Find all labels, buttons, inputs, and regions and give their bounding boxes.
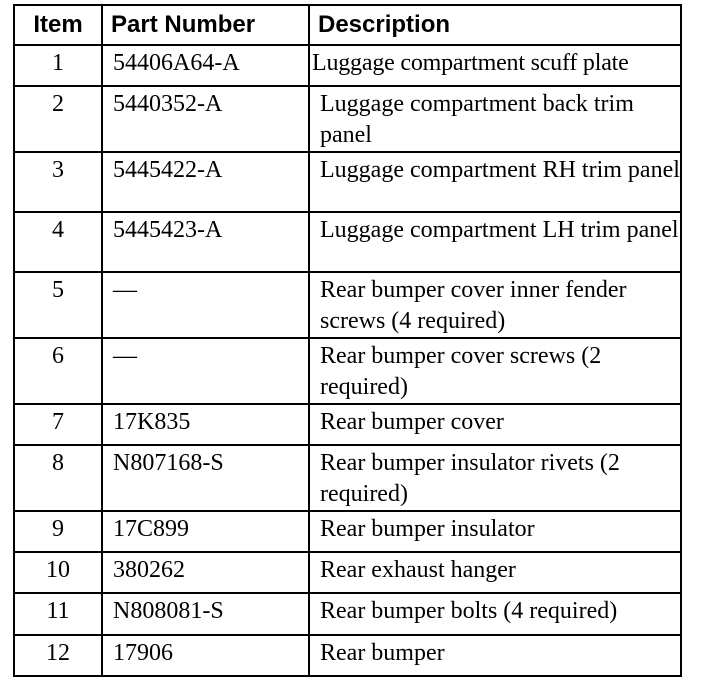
description-cell: Rear bumper cover inner fender screws (4 required) xyxy=(309,272,681,338)
description-cell: Rear bumper cover xyxy=(309,404,681,445)
description-cell: Luggage compartment LH trim panel xyxy=(309,212,681,272)
item-cell: 3 xyxy=(14,152,102,212)
header-item: Item xyxy=(14,5,102,45)
table-header-row xyxy=(14,5,681,45)
table-row xyxy=(14,86,681,152)
description-cell: Rear bumper bolts (4 required) xyxy=(309,593,681,635)
description-cell: Rear bumper cover screws (2 required) xyxy=(309,338,681,404)
part-number-cell: 5445423-A xyxy=(102,212,309,272)
table-row xyxy=(14,45,681,86)
item-cell: 11 xyxy=(14,593,102,635)
table-row xyxy=(14,552,681,593)
table-row xyxy=(14,212,681,272)
table-row xyxy=(14,272,681,338)
description-cell: Rear exhaust hanger xyxy=(309,552,681,593)
item-cell: 6 xyxy=(14,338,102,404)
item-cell: 8 xyxy=(14,445,102,511)
description-cell: Luggage compartment RH trim panel xyxy=(309,152,681,212)
description-cell: Rear bumper insulator xyxy=(309,511,681,552)
part-number-cell: 380262 xyxy=(102,552,309,593)
part-number-cell: N807168-S xyxy=(102,445,309,511)
item-cell: 4 xyxy=(14,212,102,272)
item-cell: 5 xyxy=(14,272,102,338)
part-number-cell: — xyxy=(102,272,309,338)
part-number-cell: 17906 xyxy=(102,635,309,676)
item-cell: 10 xyxy=(14,552,102,593)
part-number-cell: 17C899 xyxy=(102,511,309,552)
part-number-cell: — xyxy=(102,338,309,404)
item-cell: 2 xyxy=(14,86,102,152)
table-row xyxy=(14,635,681,676)
item-cell: 12 xyxy=(14,635,102,676)
item-cell: 7 xyxy=(14,404,102,445)
part-number-cell: 54406A64-A xyxy=(102,45,309,86)
description-cell: Luggage compartment scuff plate xyxy=(309,45,681,86)
item-cell: 1 xyxy=(14,45,102,86)
part-number-cell: 5440352-A xyxy=(102,86,309,152)
table-row xyxy=(14,593,681,635)
description-cell: Rear bumper insulator rivets (2 required) xyxy=(309,445,681,511)
part-number-cell: 5445422-A xyxy=(102,152,309,212)
table-row xyxy=(14,445,681,511)
item-cell: 9 xyxy=(14,511,102,552)
description-cell: Rear bumper xyxy=(309,635,681,676)
header-description: Description xyxy=(309,5,681,45)
description-cell: Luggage compartment back trim panel xyxy=(309,86,681,152)
table-row xyxy=(14,511,681,552)
part-number-cell: 17K835 xyxy=(102,404,309,445)
header-part-number: Part Number xyxy=(102,5,309,45)
parts-table xyxy=(13,4,682,677)
table-row xyxy=(14,338,681,404)
table-row xyxy=(14,152,681,212)
table-row xyxy=(14,404,681,445)
part-number-cell: N808081-S xyxy=(102,593,309,635)
